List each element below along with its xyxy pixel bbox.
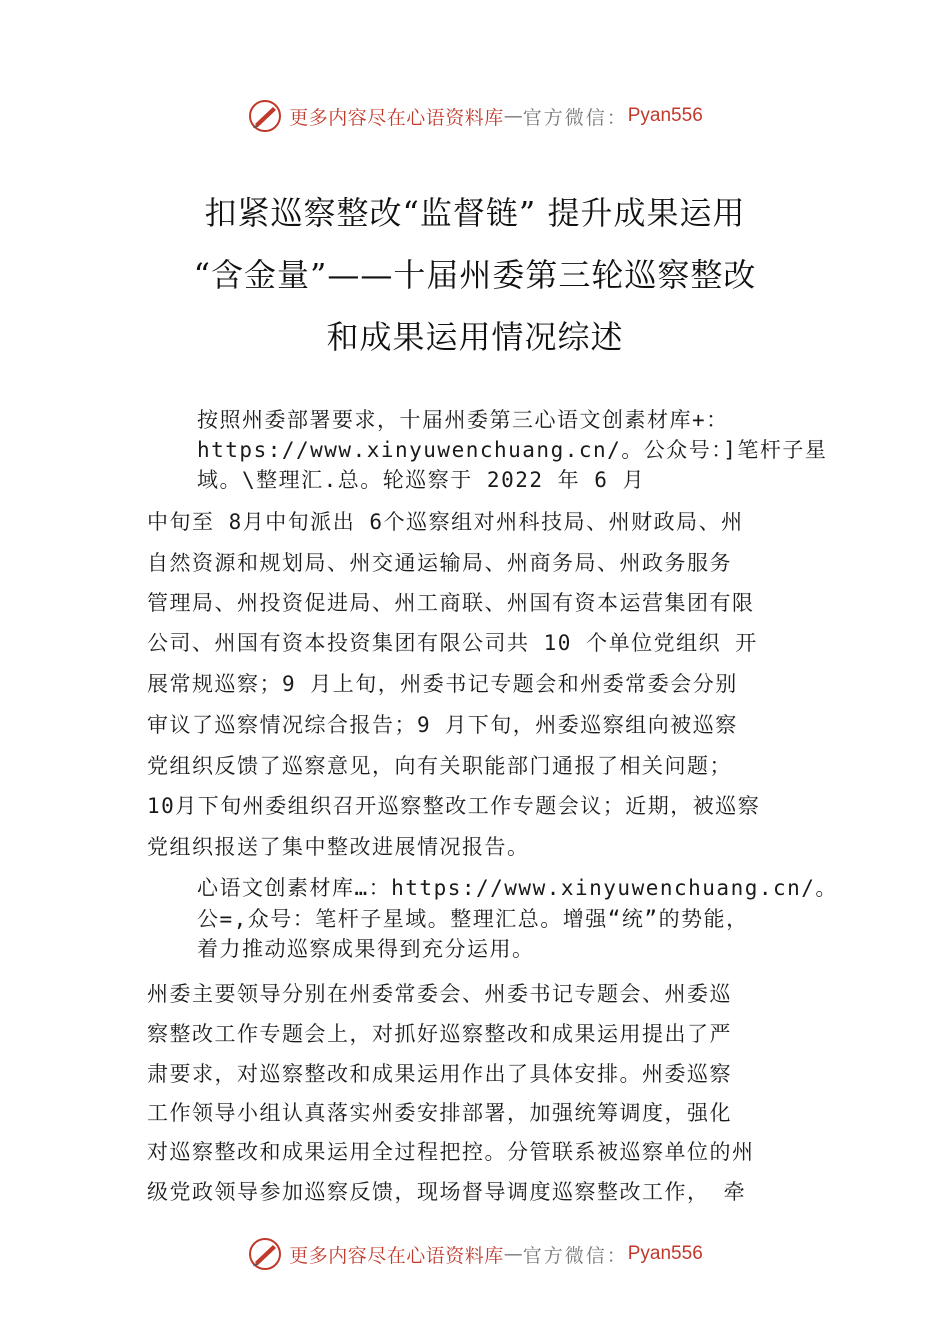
watermark-separator: — <box>503 105 523 127</box>
watermark-brand: 更多内容尽在心语资料库 <box>289 106 504 129</box>
paragraph-line: 对巡察整改和成果运用全过程把控。分管联系被巡察单位的州 <box>147 1140 755 1164</box>
paragraph-line: https://www.xinyuwenchuang.cn/。公众号：]笔杆子星 <box>197 438 828 462</box>
paragraph-line: 党组织报送了集中整改进展情况报告。 <box>147 835 530 859</box>
watermark-wechat-id: Pyan556 <box>627 105 703 126</box>
watermark-label: 官方微信： <box>522 1244 628 1267</box>
paragraph-line: 州委主要领导分别在州委常委会、州委书记专题会、州委巡 <box>147 982 732 1006</box>
brush-logo-icon <box>247 98 283 134</box>
paragraph-line: 展常规巡察；9 月上旬，州委书记专题会和州委常委会分别 <box>147 672 738 696</box>
watermark-wechat-id: Pyan556 <box>627 1243 703 1264</box>
paragraph-line: 级党政领导参加巡察反馈，现场督导调度巡察整改工作， 牵 <box>147 1180 747 1204</box>
paragraph-line: 公=,众号：笔杆子星域。整理汇总。增强“统”的势能， <box>197 907 749 931</box>
paragraph-line: 自然资源和规划局、州交通运输局、州商务局、州政务服务 <box>147 551 732 575</box>
paragraph-line: 着力推动巡察成果得到充分运用。 <box>197 937 535 961</box>
paragraph-line: 党组织反馈了巡察意见，向有关职能部门通报了相关问题； <box>147 754 732 778</box>
title-line-2: “含金量”——十届州委第三轮巡察整改 <box>193 256 757 294</box>
paragraph-line: 公司、州国有资本投资集团有限公司共 10 个单位党组织 开 <box>147 631 758 655</box>
paragraph-line: 管理局、州投资促进局、州工商联、州国有资本运营集团有限 <box>147 591 755 615</box>
paragraph-line: 心语文创素材库…：https://www.xinyuwenchuang.cn/。 <box>197 876 838 900</box>
title-line-1: 扣紧巡察整改“监督链” 提升成果运用 <box>204 194 746 232</box>
paragraph-line: 10月下旬州委组织召开巡察整改工作专题会议；近期，被巡察 <box>147 794 761 818</box>
footer-watermark <box>0 1234 950 1274</box>
paragraph-line: 中旬至 8月中旬派出 6个巡察组对州科技局、州财政局、州 <box>147 510 744 534</box>
paragraph-line: 按照州委部署要求，十届州委第三心语文创素材库+： <box>197 408 729 432</box>
title-line-3: 和成果运用情况综述 <box>326 318 624 356</box>
paragraph-line: 察整改工作专题会上，对抓好巡察整改和成果运用提出了严 <box>147 1022 732 1046</box>
paragraph-line: 审议了巡察情况综合报告；9 月下旬，州委巡察组向被巡察 <box>147 713 738 737</box>
paragraph-line: 工作领导小组认真落实州委安排部署，加强统筹调度，强化 <box>147 1101 732 1125</box>
header-watermark <box>0 96 950 136</box>
brush-logo-icon <box>247 1236 283 1272</box>
watermark-label: 官方微信： <box>522 106 628 129</box>
watermark-brand: 更多内容尽在心语资料库 <box>289 1244 504 1267</box>
watermark-separator: — <box>503 1243 523 1265</box>
paragraph-line: 域。\整理汇.总。轮巡察于 2022 年 6 月 <box>197 468 646 492</box>
paragraph-line: 肃要求，对巡察整改和成果运用作出了具体安排。州委巡察 <box>147 1062 732 1086</box>
